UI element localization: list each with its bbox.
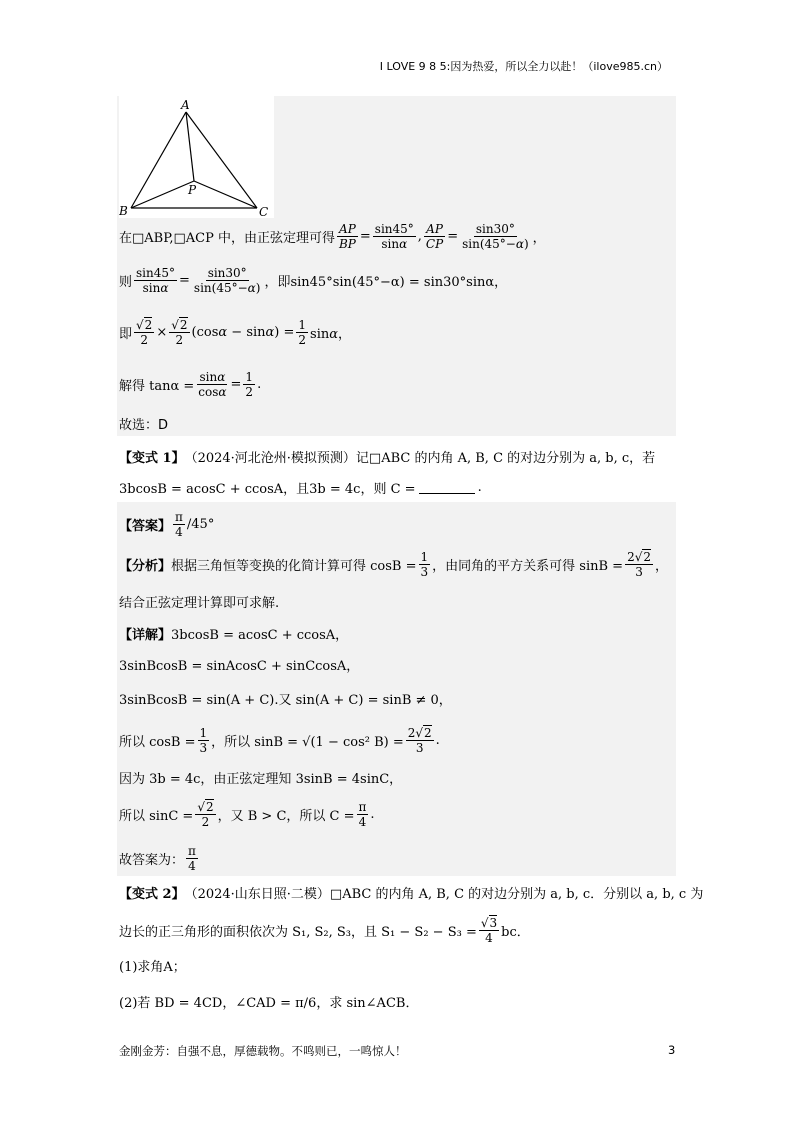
- question-2: (2)若 BD = 4CD，∠CAD = π/6，求 sin∠ACB．: [119, 996, 419, 1011]
- detail-line5: 因为 3b = 4c，由正弦定理知 3sinB = 4sinC，: [119, 772, 403, 787]
- vertex-p-label: P: [188, 183, 197, 197]
- answer-line: 【答案】 π 4 /45°: [119, 510, 215, 539]
- text: ，又 B > C，所以 C =: [217, 809, 355, 824]
- text: 解得 tanα =: [119, 379, 195, 394]
- detail-line7: 故答案为： π 4: [119, 844, 196, 873]
- detail-line6: 所以 sinC = $\frac{√2}{2}$ ，又 B > C，所以 C = $\frac{\pi}{4}$ .: [119, 800, 375, 829]
- triangle-figure: [119, 96, 274, 218]
- text: 则: [119, 275, 133, 290]
- variant-1-title: [119, 447, 655, 466]
- text: ，即sin45°sin(45°−α) = sin30°sinα，: [264, 275, 508, 290]
- text: 边长的正三角形的面积依次为 S₁, S₂, S₃，且 S₁ − S₂ − S₃ =: [119, 925, 477, 940]
- analysis-line: 【分析】 根据三角恒等变换的化简计算可得 cosB = $\frac{1}{3}$ ，由同角的平方关系可得 sinB = $\frac{2√2}{3}$ ，: [119, 550, 669, 579]
- text: 3bcosB = acosC + ccosA，且3b = 4c，则 C =: [119, 482, 416, 497]
- expand-line: 即 $\frac{√2}{2}$ × $\frac{√2}{2}$ (cosα − sinα) = $\frac{1}{2}$ sinα，: [119, 318, 352, 347]
- vertex-c-label: C: [259, 205, 269, 218]
- text: 故答案为：: [119, 853, 185, 868]
- variant-1-line2: 3bcosB = acosC + ccosA，且3b = 4c，则 C = .: [119, 480, 482, 497]
- text: 根据三角恒等变换的化简计算可得 cosB =: [171, 559, 417, 574]
- text: 所以 sinC =: [119, 809, 194, 824]
- answer-blank: [419, 481, 475, 494]
- ratio-line: 则 $\frac{\sin 45^\circ}{\sin\alpha}$ = $\frac{\sin 30^\circ}{\sin(45^\circ-\alpha)}$ ，即sin45°sin(45°−α) = sin30°sinα，: [119, 266, 508, 295]
- footer-motto: 金刚金芳：自强不息，厚德载物。不鸣则已，一鸣惊人！: [119, 1044, 407, 1058]
- text: ，由同角的平方关系可得 sinB =: [432, 559, 624, 574]
- detail-line1: [119, 624, 348, 643]
- variant-2-label: 【变式 2】: [119, 887, 185, 902]
- text: /45°: [186, 517, 215, 532]
- detail-label: 【详解】: [119, 628, 172, 643]
- tan-line: 解得 tanα = $\frac{\sin\alpha}{\cos\alpha}$ = $\frac{1}{2}$ .: [119, 370, 262, 399]
- text: ，所以 sinB = √(1 − cos² B) =: [211, 735, 404, 750]
- text: bc．: [501, 925, 530, 940]
- text: 在□ABP,□ACP 中，由正弦定理可得: [119, 231, 335, 246]
- detail-line4: 所以 cosB = $\frac{1}{3}$ ，所以 sinB = √(1 − cos² B) = $\frac{2√2}{3}$ .: [119, 726, 440, 755]
- text: 所以 cosB =: [119, 735, 196, 750]
- analysis-line2: 结合正弦定理计算即可求解.: [119, 596, 280, 611]
- answer-label: 【答案】: [119, 519, 172, 534]
- text: 即: [119, 327, 133, 342]
- choice-line: 故选：D: [119, 418, 169, 433]
- detail-line3: 3sinBcosB = sin(A + C).又 sin(A + C) = sinB ≠ 0，: [119, 693, 452, 708]
- text: （2024·山东日照·二模）□ABC 的内角 A, B, C 的对边分别为 a, b, c．分别以 a, b, c 为: [184, 887, 704, 902]
- analysis-label: 【分析】: [119, 559, 172, 574]
- question-1: (1)求角A；: [119, 960, 186, 975]
- vertex-a-label: A: [181, 98, 190, 112]
- sine-law-line: 在□ABP,□ACP 中，由正弦定理可得 $\frac{AP}{BP}$ = $\frac{\sin 45^\circ}{\sin\alpha}$ , $\frac{AP}{CP}$ = $\frac{\sin 30^\circ}{\sin(45^\circ-\alpha)}$ ，: [119, 222, 546, 251]
- page-number: 3: [668, 1043, 676, 1057]
- text: （2024·河北沧州·模拟预测）记□ABC 的内角 A, B, C 的对边分别为 a, b, c，若: [184, 451, 656, 466]
- detail-line2: 3sinBcosB = sinAcosC + sinCcosA，: [119, 659, 360, 674]
- variant-2-title: [119, 883, 703, 902]
- variant-2-line2: 边长的正三角形的面积依次为 S₁, S₂, S₃，且 S₁ − S₂ − S₃ = $\frac{√3}{4}$ bc．: [119, 916, 530, 945]
- text: 3bcosB = acosC + ccosA，: [171, 628, 349, 643]
- vertex-b-label: B: [119, 204, 128, 218]
- variant-1-label: 【变式 1】: [119, 451, 185, 466]
- page-header: I LOVE 9 8 5:因为热爱，所以全力以赴！（ilove985.cn）: [379, 60, 668, 73]
